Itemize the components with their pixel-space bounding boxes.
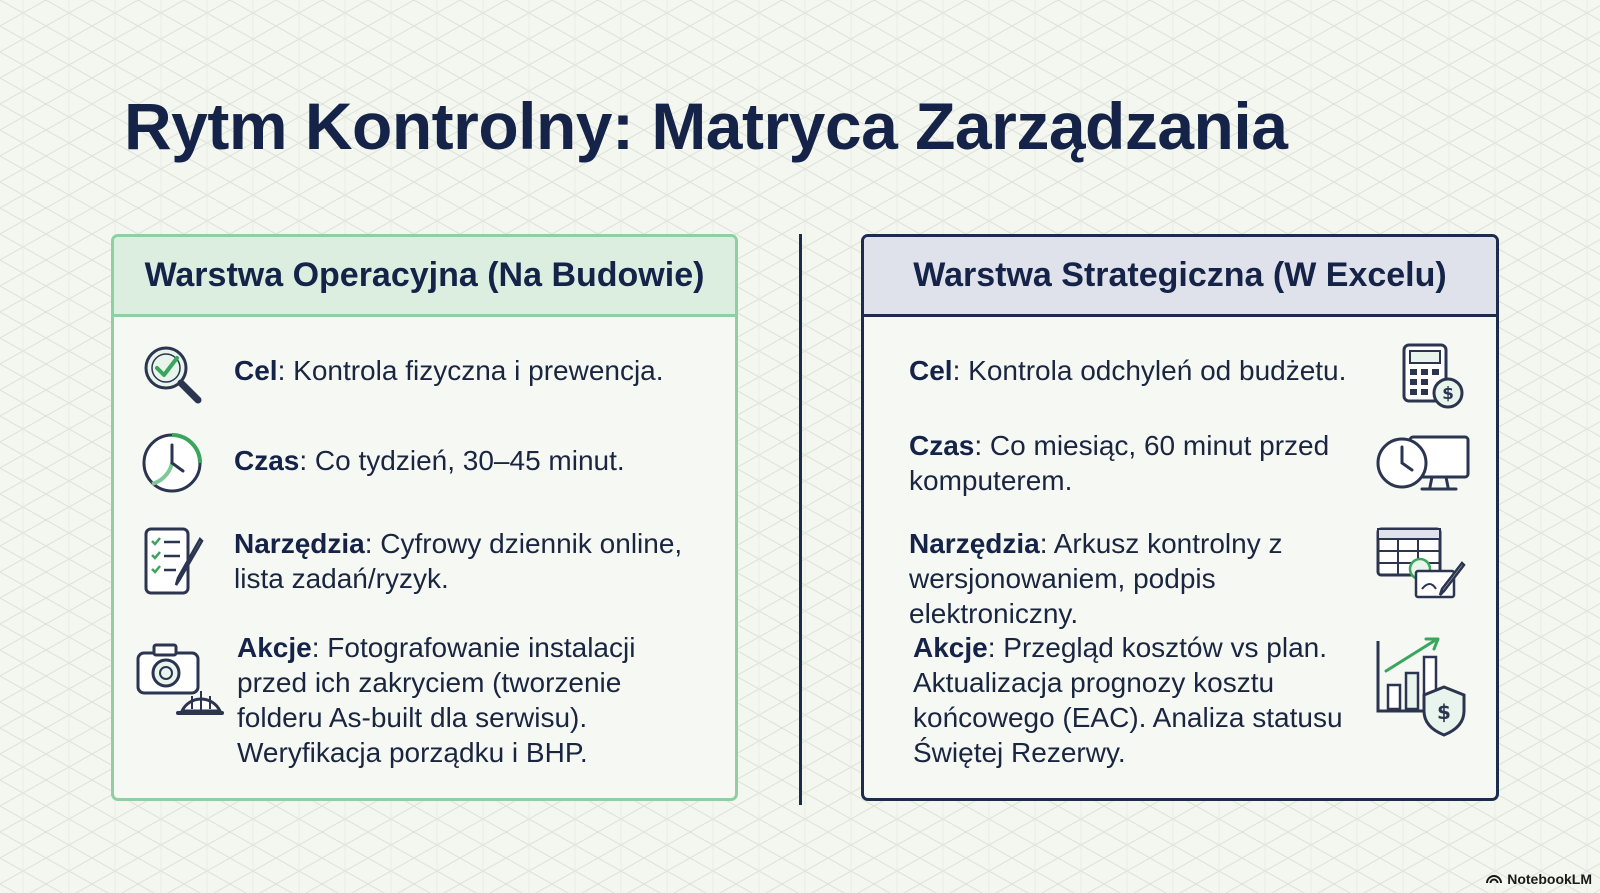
actions-label: Akcje [237,632,312,663]
goal-label: Cel [909,355,953,386]
operational-goal [234,353,714,388]
clock-icon [140,431,204,495]
actions-text: : Przegląd kosztów vs plan. Aktualizacja prognozy kosztu końcowego (EAC). Analiza statusu Świętej Rezerwy. [913,632,1343,768]
operational-actions [237,630,657,770]
camera-hardhat-icon [136,641,224,719]
tablet-checklist-icon [144,527,206,597]
clock-monitor-icon [1376,433,1472,493]
footer-brand [1486,871,1592,887]
operational-panel [111,234,738,801]
time-text: : Co tydzień, 30–45 minut. [299,445,625,476]
spreadsheet-signature-icon [1376,527,1468,599]
footer-brand-text: NotebookLM [1507,871,1592,887]
tools-text: : Cyfrowy dziennik online, lista zadań/ryzyk. [234,528,683,594]
svg-text:$: $ [1442,384,1454,404]
magnifier-check-icon [138,341,204,407]
strategic-panel [861,234,1499,801]
strategic-goal [909,353,1389,388]
notebooklm-logo-icon [1486,871,1502,887]
chart-shield-icon [1376,635,1468,739]
page-title: Rytm Kontrolny: Matryca Zarządzania [124,89,1288,163]
time-text: : Co miesiąc, 60 minut przed komputerem. [909,430,1330,496]
strategic-time [909,428,1349,498]
actions-label: Akcje [913,632,988,663]
goal-label: Cel [234,355,278,386]
actions-text: : Fotografowanie instalacji przed ich zakryciem (tworzenie folderu As-built dla serwisu). Weryfikacja porządku i BHP. [237,632,636,768]
strategic-actions [913,630,1373,770]
goal-text: : Kontrola fizyczna i prewencja. [277,355,664,386]
operational-heading: Warstwa Operacyjna (Na Budowie) [114,237,735,317]
strategic-heading: Warstwa Strategiczna (W Excelu) [864,237,1496,317]
column-divider [799,234,802,805]
operational-time [234,443,714,478]
goal-text: : Kontrola odchyleń od budżetu. [952,355,1347,386]
strategic-tools [909,526,1389,631]
time-label: Czas [234,445,300,476]
tools-text: : Arkusz kontrolny z wersjonowaniem, podpis elektroniczny. [909,528,1283,629]
time-label: Czas [909,430,975,461]
calculator-dollar-icon [1400,343,1466,409]
svg-text:$: $ [1437,700,1451,724]
operational-tools [234,526,704,596]
tools-label: Narzędzia [909,528,1040,559]
tools-label: Narzędzia [234,528,365,559]
